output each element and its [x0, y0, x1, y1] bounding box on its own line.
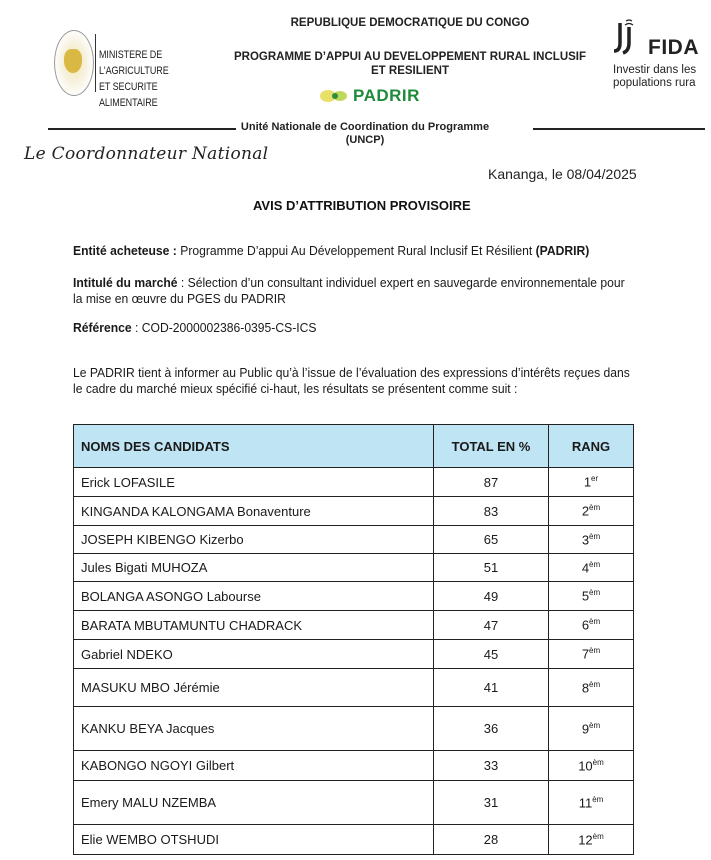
candidate-name: Gabriel NDEKO — [74, 640, 434, 669]
coordinator-signature: Le Coordonnateur National — [24, 144, 269, 164]
rank-number: 9 — [581, 721, 590, 737]
candidate-rank — [549, 526, 634, 554]
table-header-row — [74, 425, 634, 468]
candidate-total: 41 — [434, 669, 549, 707]
buyer-acronym: (PADRIR) — [535, 243, 590, 258]
programme-line-1: PROGRAMME D’APPUI AU DEVELOPPEMENT RURAL INCLUSIF — [233, 51, 587, 63]
unit-line-1: Unité Nationale de Coordination du Programme — [240, 121, 490, 133]
rank-suffix: èm — [592, 794, 604, 804]
rank-suffix: èm — [592, 831, 604, 841]
candidate-rank — [549, 611, 634, 640]
fida-emblem-icon — [612, 19, 648, 59]
candidate-total: 45 — [434, 640, 549, 669]
contract-value-1: : Sélection d’un consultant individuel expert en sauvegarde environnementale pour — [180, 275, 625, 290]
candidate-rank — [549, 640, 634, 669]
candidate-name: Emery MALU NZEMBA — [74, 781, 434, 825]
fida-tagline-2: populations rura — [613, 77, 696, 89]
contract-label: Intitulé du marché — [73, 275, 178, 290]
rank-number: 8 — [581, 680, 590, 696]
candidate-total: 65 — [434, 526, 549, 554]
table-row — [74, 781, 634, 825]
candidate-total: 31 — [434, 781, 549, 825]
rank-suffix: er — [591, 474, 599, 484]
candidate-total: 83 — [434, 497, 549, 526]
padrir-emblem-icon — [318, 86, 352, 106]
candidate-rank — [549, 554, 634, 582]
table-row — [74, 611, 634, 640]
rank-suffix: èm — [589, 617, 601, 627]
table-row — [74, 582, 634, 611]
rank-number: 4 — [581, 560, 590, 576]
rank-suffix: èm — [589, 503, 601, 513]
country-name: REPUBLIQUE DEMOCRATIQUE DU CONGO — [290, 17, 530, 29]
padrir-logo-text: PADRIR — [353, 86, 420, 105]
buyer-label: Entité acheteuse : — [73, 243, 177, 258]
candidate-name: KINGANDA KALONGAMA Bonaventure — [74, 497, 434, 526]
ministry-name — [99, 47, 206, 111]
contract-value-2: la mise en œuvre du PGES du PADRIR — [73, 291, 286, 306]
table-row — [74, 468, 634, 497]
candidate-name: JOSEPH KIBENGO Kizerbo — [74, 526, 434, 554]
reference-line — [73, 320, 643, 336]
candidate-rank — [549, 825, 634, 855]
contract-title — [73, 275, 643, 307]
programme-line-2: ET RESILIENT — [371, 65, 449, 77]
candidate-rank — [549, 468, 634, 497]
table-body — [74, 468, 634, 855]
intro-line-2: le cadre du marché mieux spécifié ci-haut, les résultats se présentent comme suit : — [73, 381, 518, 396]
candidate-name: BARATA MBUTAMUNTU CHADRACK — [74, 611, 434, 640]
candidate-name: Elie WEMBO OTSHUDI — [74, 825, 434, 855]
coordination-unit — [240, 121, 490, 147]
fida-logo-text: FIDA — [648, 36, 699, 59]
candidate-total: 33 — [434, 751, 549, 781]
candidate-rank — [549, 497, 634, 526]
table-row — [74, 825, 634, 855]
intro-paragraph — [73, 365, 643, 397]
candidate-rank — [549, 582, 634, 611]
table-row — [74, 669, 634, 707]
rank-number: 10 — [578, 758, 593, 774]
header-rule-left — [48, 128, 236, 130]
candidate-total: 51 — [434, 554, 549, 582]
candidate-total: 28 — [434, 825, 549, 855]
programme-name — [230, 50, 590, 78]
fida-tagline-1: Investir dans les — [613, 64, 697, 76]
table-row — [74, 526, 634, 554]
table-row — [74, 640, 634, 669]
rank-suffix: èm — [589, 720, 601, 730]
candidate-rank — [549, 669, 634, 707]
rank-number: 6 — [581, 617, 590, 633]
intro-line-1: Le PADRIR tient à informer au Public qu’à l’issue de l’évaluation des expressions d’intérêts reçues dans — [73, 365, 630, 380]
candidate-name: KABONGO NGOYI Gilbert — [74, 751, 434, 781]
header-rank: RANG — [549, 425, 634, 468]
candidate-total: 49 — [434, 582, 549, 611]
table-row — [74, 751, 634, 781]
header-rule-right — [533, 128, 705, 130]
candidate-rank — [549, 781, 634, 825]
reference-value: : COD-2000002386-0395-CS-ICS — [135, 320, 317, 335]
header-total: TOTAL EN % — [434, 425, 549, 468]
results-table — [73, 424, 634, 855]
rank-number: 3 — [581, 532, 590, 548]
rank-suffix: èm — [592, 757, 604, 767]
rank-suffix: èm — [589, 646, 601, 656]
candidate-name: Erick LOFASILE — [74, 468, 434, 497]
rank-number: 1 — [583, 474, 592, 490]
candidate-name: BOLANGA ASONGO Labourse — [74, 582, 434, 611]
place-date: Kananga, le 08/04/2025 — [488, 166, 637, 182]
candidate-name: MASUKU MBO Jérémie — [74, 669, 434, 707]
buyer-line — [73, 243, 643, 259]
rank-number: 11 — [578, 795, 593, 811]
table-row — [74, 554, 634, 582]
candidate-name: KANKU BEYA Jacques — [74, 707, 434, 751]
notice-title: AVIS D’ATTRIBUTION PROVISOIRE — [253, 198, 471, 213]
candidate-total: 87 — [434, 468, 549, 497]
rank-number: 2 — [581, 503, 590, 519]
candidate-rank — [549, 707, 634, 751]
rank-suffix: èm — [589, 679, 601, 689]
rank-number: 7 — [581, 646, 590, 662]
table-row — [74, 707, 634, 751]
rank-number: 5 — [581, 588, 590, 604]
candidate-rank — [549, 751, 634, 781]
header-name: NOMS DES CANDIDATS — [74, 425, 434, 468]
buyer-value: Programme D’appui Au Développement Rural Inclusif Et Résilient — [180, 243, 533, 258]
fida-tagline — [613, 64, 696, 90]
candidate-total: 47 — [434, 611, 549, 640]
ministry-line-1: MINISTERE DE L'AGRICULTURE — [99, 49, 169, 77]
ministry-seal — [54, 30, 94, 96]
candidate-total: 36 — [434, 707, 549, 751]
rank-suffix: èm — [589, 588, 601, 598]
candidate-name: Jules Bigati MUHOZA — [74, 554, 434, 582]
header-divider — [95, 34, 96, 92]
table-row — [74, 497, 634, 526]
rank-suffix: èm — [589, 559, 601, 569]
rank-suffix: èm — [589, 531, 601, 541]
unit-line-2: (UNCP) — [345, 134, 385, 146]
padrir-logo — [318, 86, 420, 106]
rank-number: 12 — [578, 832, 593, 848]
reference-label: Référence — [73, 320, 132, 335]
ministry-line-2: ET SECURITE ALIMENTAIRE — [99, 81, 158, 109]
